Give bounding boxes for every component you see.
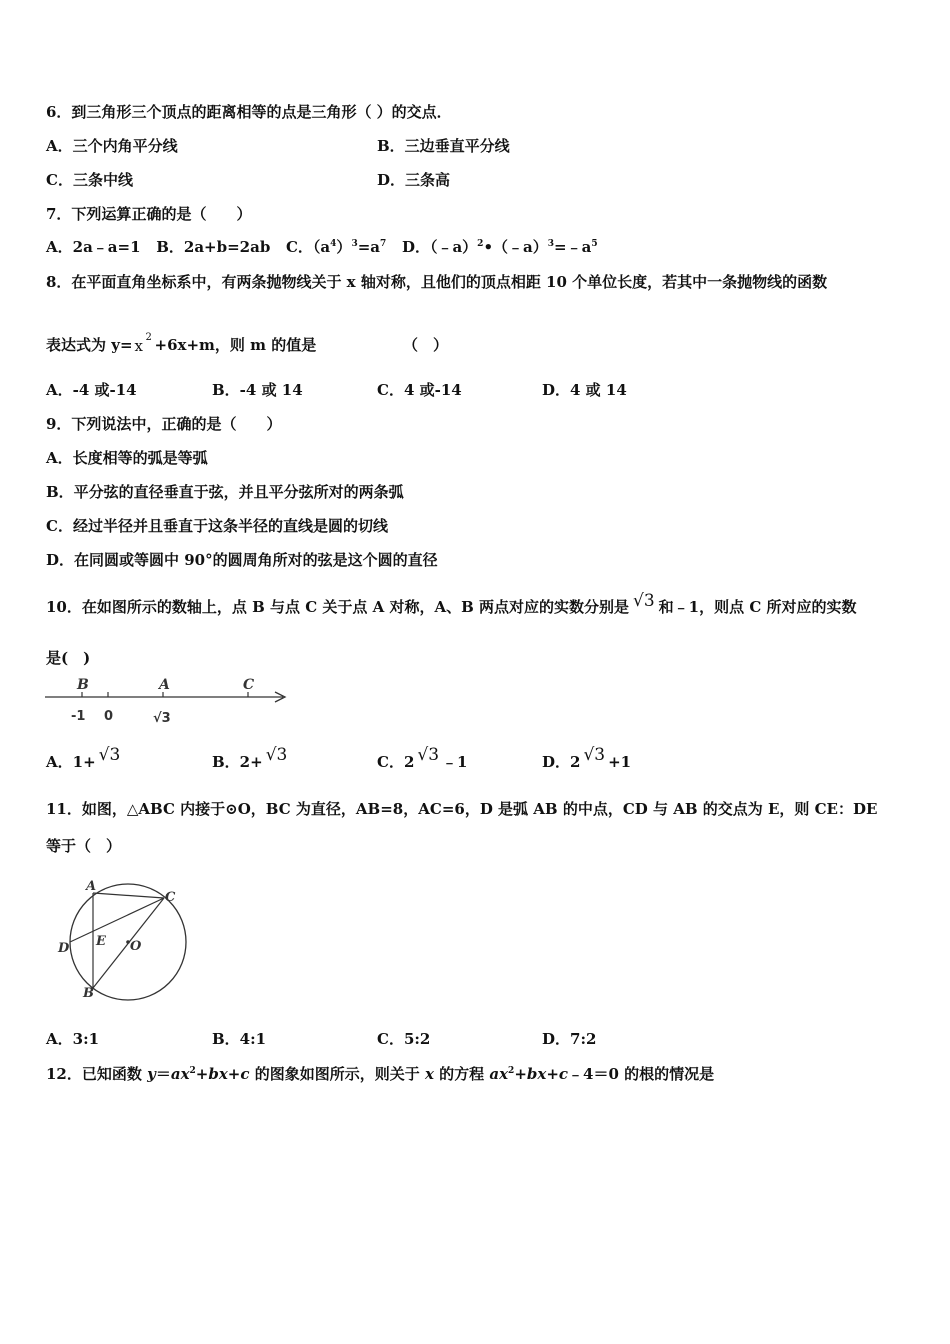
- q10-option-a: A．1+ √3: [46, 745, 121, 771]
- q9-stem: 9．下列说法中，正确的是（ ）: [46, 415, 282, 433]
- q11-option-c: C．5:2: [377, 1030, 431, 1048]
- q6-option-b: B．三边垂直平分线: [377, 137, 510, 155]
- q7-option-b: B．2a+b=2ab: [156, 238, 271, 256]
- q9-option-d: D．在同圆或等圆中 90°的圆周角所对的弦是这个圆的直径: [46, 551, 438, 569]
- q7-option-d: D．$(﹣a)^2•(﹣a)^3=﹣a^5$: [401, 238, 598, 256]
- q10-stem: 10．在如图所示的数轴上，点 B 与点 C 关于点 A 对称，A、B 两点对应的实数分别是 √3 和﹣1，则点 C 所对应的实数: [46, 591, 857, 616]
- label-d-point: D: [58, 941, 70, 956]
- q8-option-c: C．4 或-14: [377, 381, 462, 399]
- q6-option-a: A．三个内角平分线: [46, 137, 178, 155]
- q8-x: x: [134, 337, 143, 355]
- q8-stem: 8．在平面直角坐标系中，有两条抛物线关于 x 轴对称，且他们的顶点相距 10 个单位长度，若其中一条抛物线的函数: [46, 273, 828, 291]
- q8-x-exp: 2: [145, 332, 152, 343]
- number-line-figure: [40, 672, 295, 732]
- label-c: C: [243, 677, 255, 693]
- q6-option-c: C．三条中线: [46, 171, 133, 189]
- q8-line2: 表达式为 y= x 2 +6x+m，则 m 的值是: [46, 335, 316, 355]
- q8-option-a: A．-4 或-14: [46, 381, 137, 399]
- q11-line2: 等于（ ）: [46, 837, 122, 855]
- label-a-point: A: [86, 879, 97, 894]
- q8-option-d: D．4 或 14: [542, 381, 627, 399]
- q9-option-a: A．长度相等的弧是等弧: [46, 449, 208, 467]
- label-o-point: O: [130, 939, 142, 954]
- label-b: B: [77, 677, 89, 693]
- q9-option-b: B．平分弦的直径垂直于弦，并且平分弦所对的两条弧: [46, 483, 404, 501]
- q11-option-d: D．7:2: [542, 1030, 597, 1048]
- q10-sqrt3: √3: [633, 591, 655, 611]
- label-e-point: E: [96, 934, 106, 949]
- label-b-point: B: [83, 986, 94, 1001]
- q8-option-b: B．-4 或 14: [212, 381, 303, 399]
- q10-option-c: C．2 √3 ﹣1: [377, 745, 468, 771]
- label-c-point: C: [165, 890, 176, 905]
- q11-option-b: B．4:1: [212, 1030, 267, 1048]
- label-zero: 0: [104, 709, 114, 724]
- q11-stem: 11．如图，△ABC 内接于⊙O，BC 为直径，AB=8，AC=6，D 是弧 AB 的中点，CD 与 AB 的交点为 E，则 CE：DE: [46, 800, 878, 818]
- circle-figure: [52, 876, 192, 1004]
- q8-paren: （ ）: [403, 336, 449, 354]
- q7-options: [46, 237, 598, 257]
- q7-option-c: C．$(a^4)^3=a^7$: [285, 238, 387, 256]
- q6-option-d: D．三条高: [377, 171, 451, 189]
- q10-option-d: D．2 √3 +1: [542, 745, 632, 771]
- q11-option-a: A．3:1: [46, 1030, 100, 1048]
- q7-stem: 7．下列运算正确的是（ ）: [46, 205, 252, 223]
- q12-stem: 12．已知函数 $y=ax^2+bx+c$ 的图象如图所示，则关于 x 的方程 $ax^2+bx+c﹣4=0$ 的根的情况是: [46, 1065, 715, 1083]
- label-sqrt3: √3: [153, 711, 171, 726]
- label-minus-one: -1: [71, 709, 86, 724]
- q6-stem: 6．到三角形三个顶点的距离相等的点是三角形（ ）的交点．: [46, 103, 452, 121]
- segment-ac: [93, 893, 164, 898]
- label-a: A: [159, 677, 170, 693]
- q10-line2: 是( ): [46, 649, 91, 667]
- q7-option-a: A．2a﹣a=1: [46, 238, 141, 256]
- q9-option-c: C．经过半径并且垂直于这条半径的直线是圆的切线: [46, 517, 388, 535]
- q10-option-b: B．2+ √3: [212, 745, 288, 771]
